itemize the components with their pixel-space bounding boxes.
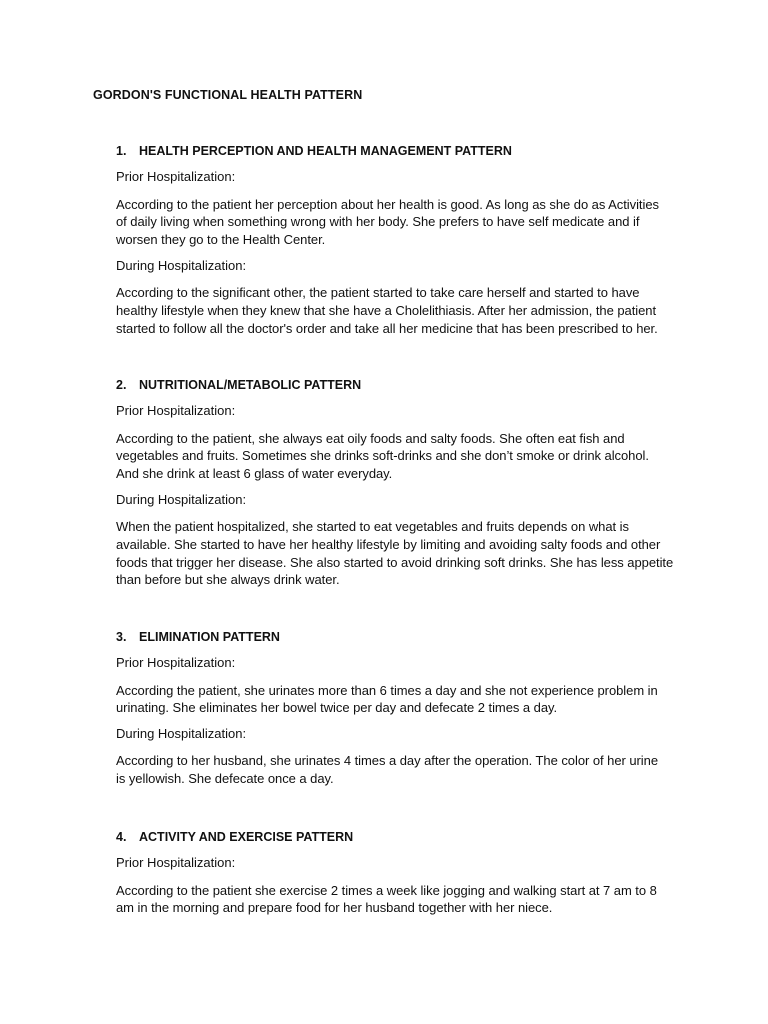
paragraph-line: started to follow all the doctor's order and take all her medicine that has been prescribed to her.	[116, 320, 658, 336]
paragraph-line: healthy lifestyle when they knew that she have a Cholelithiasis. After her admission, the patient	[116, 302, 657, 318]
section-title: ACTIVITY AND EXERCISE PATTERN	[139, 830, 354, 844]
paragraph-line: foods that trigger her disease. She also started to avoid drinking soft drinks. She has less appetite	[116, 554, 674, 570]
prior-hospitalization-label: Prior Hospitalization:	[116, 403, 236, 418]
section-number: 4.	[116, 830, 127, 844]
paragraph-line: am in the morning and prepare food for her husband together with her niece.	[116, 900, 553, 916]
prior-hospitalization-paragraph	[116, 196, 680, 249]
section-elimination	[116, 628, 680, 788]
paragraph-line: urinating. She eliminates her bowel twice per day and defecate 2 times a day.	[116, 700, 558, 716]
during-hospitalization-paragraph	[116, 518, 680, 589]
paragraph-line: According to the patient, she always eat oily foods and salty foods. She often eat fish and	[116, 430, 625, 446]
paragraph-line: available. She started to have her healthy lifestyle by limiting and avoiding salty foods and other	[116, 536, 661, 552]
paragraph-line: And she drink at least 6 glass of water everyday.	[116, 465, 393, 481]
section-heading	[116, 828, 680, 846]
during-hospitalization-label: During Hospitalization:	[116, 725, 247, 741]
paragraph-line: than before but she always drink water.	[116, 572, 340, 588]
section-activity-exercise	[116, 828, 680, 917]
section-nutritional-metabolic	[116, 376, 680, 589]
paragraph-line: According to her husband, she urinates 4 times a day after the operation. The color of her urine	[116, 753, 659, 769]
prior-hospitalization-label: Prior Hospitalization:	[116, 169, 236, 184]
paragraph-line: According to the significant other, the patient started to take care herself and started to have	[116, 285, 640, 301]
section-title: NUTRITIONAL/METABOLIC PATTERN	[139, 378, 362, 392]
paragraph-line: vegetables and fruits. Sometimes she drinks soft-drinks and she don’t smoke or drink alcohol.	[116, 448, 649, 464]
paragraph-line: is yellowish. She defecate once a day.	[116, 771, 334, 787]
prior-hospitalization-paragraph	[116, 682, 680, 717]
document-title: GORDON'S FUNCTIONAL HEALTH PATTERN	[93, 88, 363, 102]
prior-hospitalization-label: Prior Hospitalization:	[116, 855, 236, 870]
section-heading	[116, 376, 680, 394]
prior-hospitalization-paragraph	[116, 430, 680, 483]
section-number: 3.	[116, 630, 127, 644]
paragraph-line: According to the patient she exercise 2 times a week like jogging and walking start at 7 am to 8	[116, 882, 657, 898]
section-title: ELIMINATION PATTERN	[139, 630, 280, 644]
paragraph-line: of daily living when something wrong with her body. She prefers to have self medicate and if	[116, 214, 640, 230]
paragraph-line: When the patient hospitalized, she started to eat vegetables and fruits depends on what is	[116, 519, 629, 535]
section-health-perception	[116, 142, 680, 337]
section-number: 1.	[116, 144, 127, 158]
section-title: HEALTH PERCEPTION AND HEALTH MANAGEMENT PATTERN	[139, 144, 512, 158]
prior-hospitalization-label: Prior Hospitalization:	[116, 655, 236, 670]
during-hospitalization-label: During Hospitalization:	[116, 257, 247, 273]
section-heading	[116, 142, 680, 160]
during-hospitalization-paragraph	[116, 752, 680, 787]
paragraph-line: According the patient, she urinates more than 6 times a day and she not experience problem in	[116, 682, 658, 698]
during-hospitalization-label: During Hospitalization:	[116, 491, 247, 507]
prior-hospitalization-paragraph	[116, 882, 680, 917]
section-number: 2.	[116, 378, 127, 392]
during-hospitalization-paragraph	[116, 284, 680, 337]
paragraph-line: worsen they go to the Health Center.	[116, 231, 326, 247]
section-heading	[116, 628, 680, 646]
paragraph-line: According to the patient her perception about her health is good. As long as she do as Activities	[116, 196, 659, 212]
